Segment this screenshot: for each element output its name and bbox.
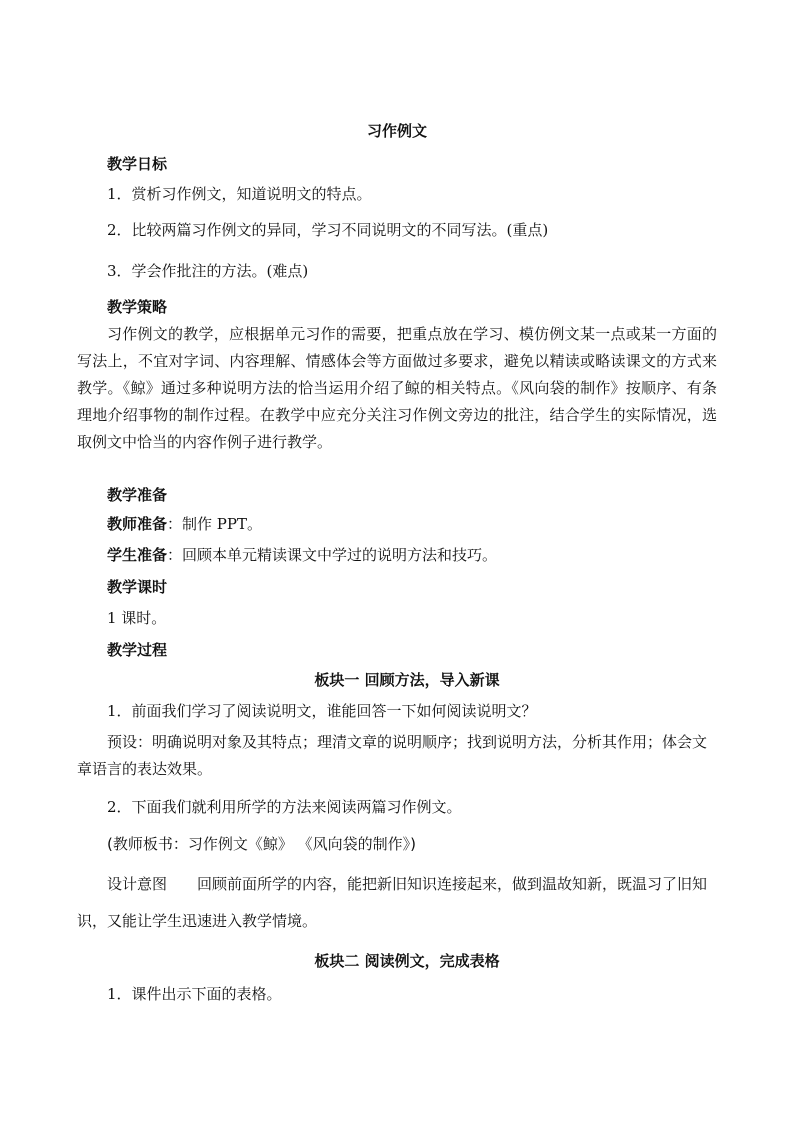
- strategy-paragraph: 习作例文的教学，应根据单元习作的需要，把重点放在学习、模仿例文某一点或某一方面的写法上，不宜对字词、内容理解、情感体会等方面做过多要求，避免以精读或略读课文的方式来教学。《鲸》通过多种说明方法的恰当运用介绍了鲸的相关特点。《风向袋的制作》按顺序、有条理地介绍事物的制作过程。在教学中应充分关注习作例文旁边的批注，结合学生的实际情况，选取例文中恰当的内容作例子进行教学。: [77, 325, 717, 451]
- design-intent: [77, 866, 717, 940]
- block2-item-1: 1．课件出示下面的表格。: [107, 985, 282, 1003]
- strategy-heading: 教学策略: [107, 298, 168, 316]
- student-prep: [107, 545, 497, 565]
- block1-board: (教师板书：习作例文《鲸》 《风向袋的制作》): [107, 835, 416, 853]
- goal-heading: 教学日标: [107, 155, 168, 173]
- goal-item-2: 2．比较两篇习作例文的异同，学习不同说明文的不同写法。(重点): [107, 221, 549, 239]
- block1-heading: 板块一 回顾方法，导入新课: [314, 671, 500, 689]
- teacher-prep: [107, 514, 262, 534]
- design-text: 回顾前面所学的内容，能把新旧知识连接起来，做到温故知新，既温习了旧知识，又能让学生迅速进入教学情境。: [77, 875, 708, 930]
- student-prep-label: 学生准备: [107, 546, 168, 564]
- block1-item-2: 2．下面我们就利用所学的方法来阅读两篇习作例文。: [107, 798, 462, 816]
- student-prep-text: ：回顾本单元精读课文中学过的说明方法和技巧。: [167, 546, 498, 564]
- teacher-prep-text: ：制作 PPT。: [167, 515, 262, 533]
- teacher-prep-label: 教师准备: [107, 515, 168, 533]
- block2-heading: 板块二 阅读例文，完成表格: [314, 952, 500, 970]
- hours-text: 1 课时。: [107, 609, 167, 627]
- goal-item-1: 1．赏析习作例文，知道说明文的特点。: [107, 185, 372, 203]
- process-heading: 教学过程: [107, 641, 168, 659]
- document-title: 习作例文: [366, 122, 427, 140]
- block1-preset: 预设：明确说明对象及其特点；理清文章的说明顺序；找到说明方法，分析其作用；体会文章语言的表达效果。: [77, 733, 708, 778]
- hours-heading: 教学课时: [107, 578, 168, 596]
- block1-item-1: 1．前面我们学习了阅读说明文，谁能回答一下如何阅读说明文？: [107, 702, 537, 720]
- prep-heading: 教学准备: [107, 486, 168, 504]
- design-label: 设计意图: [107, 875, 168, 893]
- goal-item-3: 3．学会作批注的方法。(难点): [107, 262, 309, 280]
